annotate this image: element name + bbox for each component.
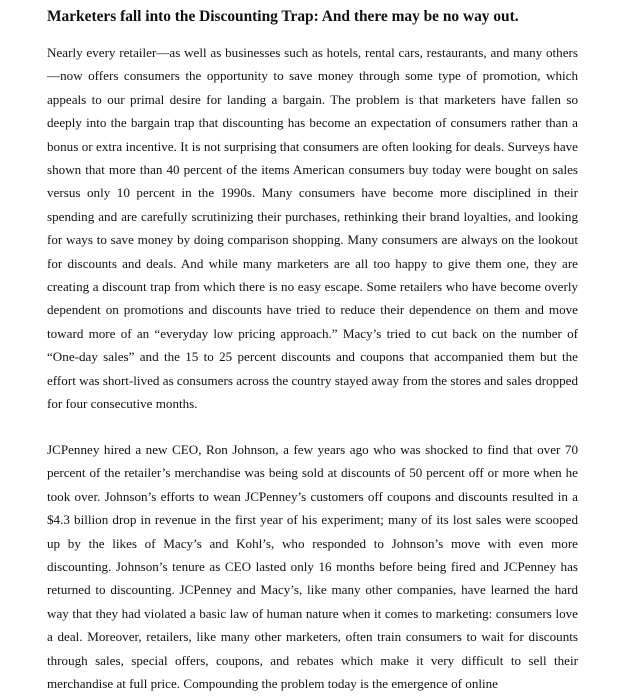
paragraph-2: JCPenney hired a new CEO, Ron Johnson, a few years ago who was shocked to find that over 70 percent of the retailer’s merchandise was being sold at discounts of 50 percent off or more when he took over. Johnson’s efforts to wean JCPenney’s customers off coupons and discounts resulted in a $4.3 billion drop in revenue in the first year of his experiment; many of its lost sales were scooped up by the likes of Macy’s and Kohl’s, who responded to Johnson’s move with even more discounting. Johnson’s tenure as CEO lasted only 16 months before being fired and JCPenney has returned to discounting. JCPenney and Macy’s, like many other companies, have learned the hard way that they had violated a basic law of human nature when it comes to marketing: consumers love a deal. Moreover, retailers, like many other marketers, often train consumers to wait for discounts through sales, special offers, coupons, and rebates which make it very difficult to sell their merchandise at full price. Compounding the problem today is the emergence of online <box>47 442 578 692</box>
document-title: Marketers fall into the Discounting Trap: And there may be no way out. <box>47 8 519 25</box>
paragraph-1: Nearly every retailer—as well as businesses such as hotels, rental cars, restaurants, and many others—now offers consumers the opportunity to save money through some type of promotion, which appeals to our primal desire for landing a bargain. The problem is that marketers have fallen so deeply into the bargain trap that discounting has become an expectation of consumers rather than a bonus or extra incentive. It is not surprising that consumers are often looking for deals. Surveys have shown that more than 40 percent of the items American consumers buy today were bought on sales versus only 10 percent in the 1990s. Many consumers have become more disciplined in their spending and are carefully scrutinizing their purchases, rethinking their brand loyalties, and looking for ways to save money by doing comparison shopping. Many consumers are always on the lookout for discounts and deals. And while many marketers are all too happy to give them one, they are creating a discount trap from which there is no easy escape. Some retailers who have become overly dependent on promotions and discounts have tried to reduce their dependence on them and move toward more of an “everyday low pricing approach.” Macy’s tried to cut back on the number of “One-day sales” and the 15 to 25 percent discounts and coupons that accompanied them but the effort was short-lived as consumers across the country stayed away from the stores and sales dropped for four consecutive months. <box>47 45 578 412</box>
